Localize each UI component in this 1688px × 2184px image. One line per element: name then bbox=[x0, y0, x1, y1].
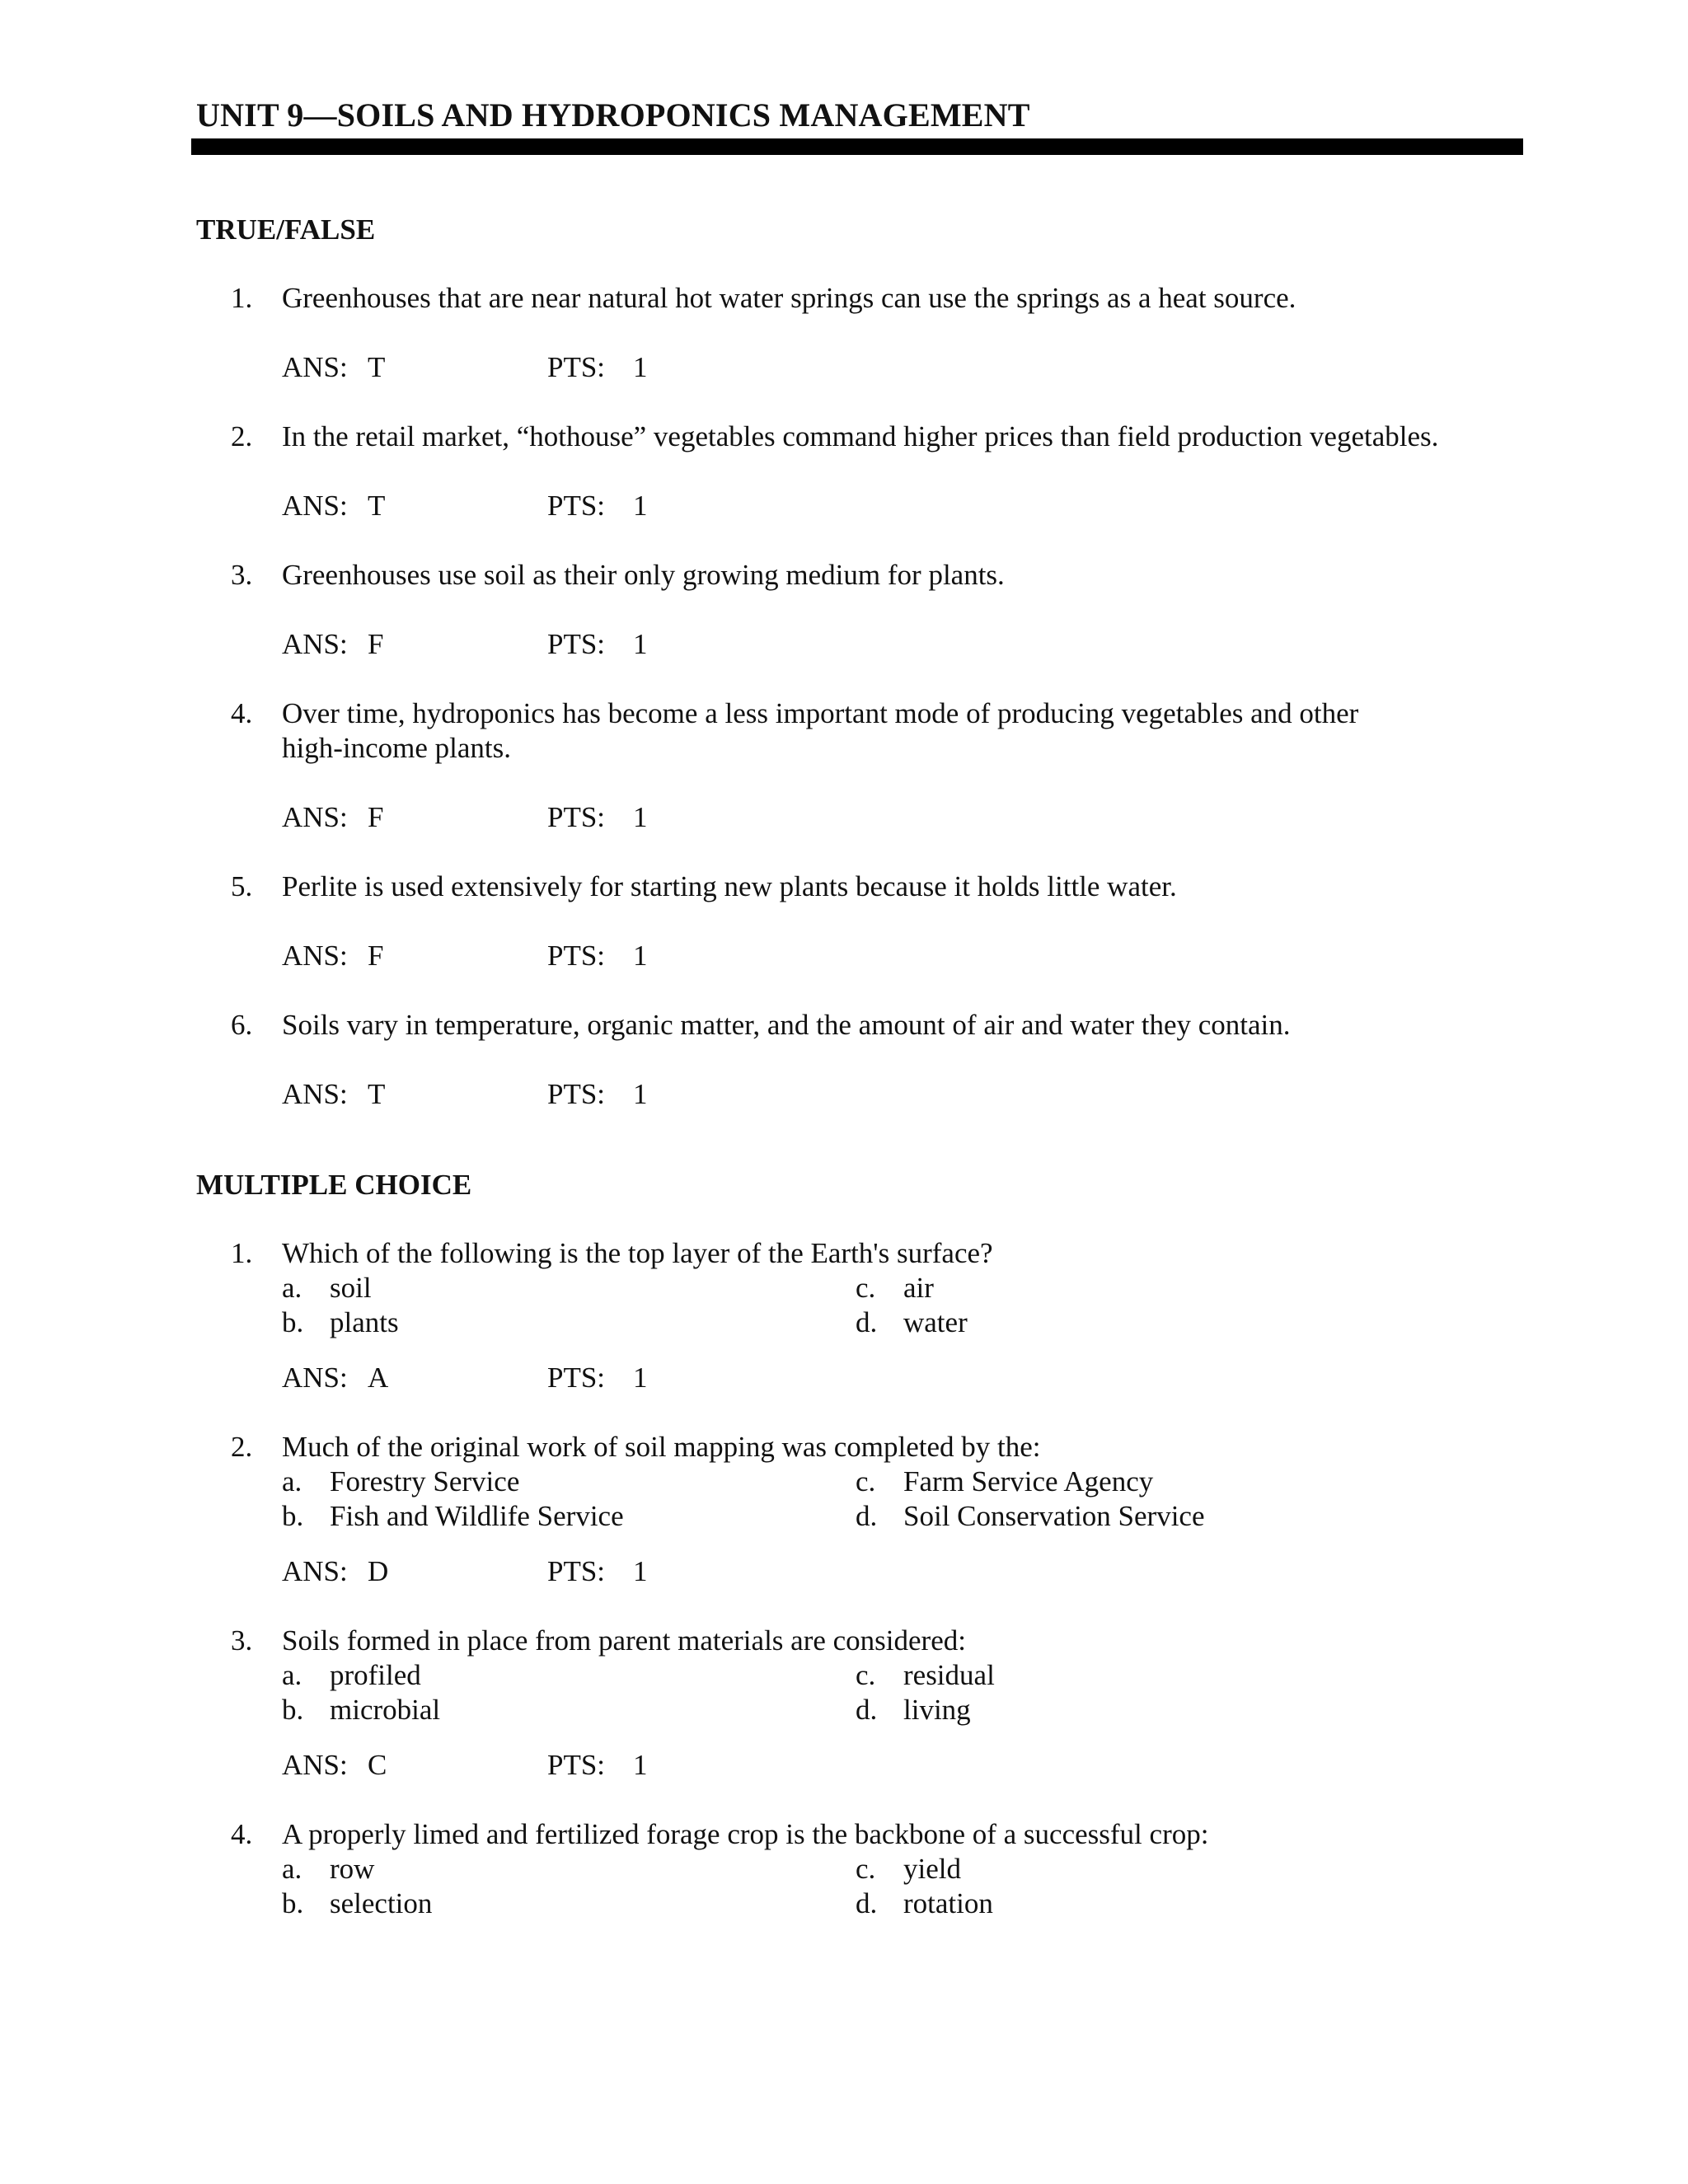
ans-value: F bbox=[368, 940, 384, 972]
option-text: plants bbox=[330, 1306, 399, 1338]
option-letter: c. bbox=[856, 1272, 876, 1304]
option-text: living bbox=[903, 1694, 971, 1726]
ans-value: C bbox=[368, 1749, 387, 1781]
pts-label: PTS: bbox=[547, 1749, 606, 1781]
option-text: rotation bbox=[903, 1887, 993, 1919]
option-text: profiled bbox=[330, 1659, 421, 1691]
option-text: microbial bbox=[330, 1694, 441, 1726]
pts-label: PTS: bbox=[547, 801, 606, 833]
pts-value: 1 bbox=[633, 1078, 648, 1110]
mc-option bbox=[856, 1693, 971, 1727]
pts-value: 1 bbox=[633, 940, 648, 972]
pts-label: PTS: bbox=[547, 351, 606, 383]
tf-question-text: Over time, hydroponics has become a less important mode of producing vegetables and other high-income plants. bbox=[282, 697, 1359, 764]
option-text: Fish and Wildlife Service bbox=[330, 1500, 624, 1532]
title-rule bbox=[191, 138, 1523, 155]
section-heading-true-false: TRUE/FALSE bbox=[196, 213, 376, 246]
mc-option bbox=[282, 1305, 399, 1340]
page-title: UNIT 9—SOILS AND HYDROPONICS MANAGEMENT bbox=[196, 96, 1030, 134]
ans-value: T bbox=[368, 490, 386, 522]
ans-label: ANS: bbox=[282, 1749, 348, 1781]
mc-option bbox=[856, 1499, 1205, 1534]
tf-question-text: Soils vary in temperature, organic matter, and the amount of air and water they contain. bbox=[282, 1009, 1291, 1041]
option-letter: a. bbox=[282, 1272, 302, 1304]
option-letter: c. bbox=[856, 1853, 876, 1885]
mc-question-text: A properly limed and fertilized forage crop is the backbone of a successful crop: bbox=[282, 1818, 1209, 1850]
option-text: residual bbox=[903, 1659, 995, 1691]
ans-value: F bbox=[368, 801, 384, 833]
tf-question-text: Greenhouses that are near natural hot water springs can use the springs as a heat source. bbox=[282, 282, 1296, 314]
pts-label: PTS: bbox=[547, 940, 606, 972]
ans-label: ANS: bbox=[282, 490, 348, 522]
pts-value: 1 bbox=[633, 801, 648, 833]
tf-question-text: In the retail market, “hothouse” vegetables command higher prices than field production vegetables. bbox=[282, 420, 1439, 452]
mc-option bbox=[856, 1271, 934, 1305]
pts-label: PTS: bbox=[547, 1361, 606, 1394]
tf-question-number: 4. bbox=[231, 697, 253, 729]
option-letter: c. bbox=[856, 1659, 876, 1691]
ans-label: ANS: bbox=[282, 801, 348, 833]
option-text: soil bbox=[330, 1272, 372, 1304]
mc-option bbox=[856, 1465, 1153, 1499]
mc-option bbox=[282, 1271, 372, 1305]
option-text: water bbox=[903, 1306, 968, 1338]
option-letter: d. bbox=[856, 1500, 878, 1532]
mc-question-text: Soils formed in place from parent materials are considered: bbox=[282, 1624, 966, 1657]
mc-option bbox=[282, 1658, 421, 1693]
pts-value: 1 bbox=[633, 628, 648, 660]
option-text: yield bbox=[903, 1853, 961, 1885]
ans-value: F bbox=[368, 628, 384, 660]
mc-option bbox=[856, 1658, 995, 1693]
ans-label: ANS: bbox=[282, 1555, 348, 1587]
option-text: Forestry Service bbox=[330, 1465, 520, 1497]
mc-question-text: Much of the original work of soil mapping was completed by the: bbox=[282, 1431, 1041, 1463]
option-letter: b. bbox=[282, 1694, 304, 1726]
option-letter: b. bbox=[282, 1887, 304, 1919]
pts-label: PTS: bbox=[547, 1555, 606, 1587]
ans-value: A bbox=[368, 1361, 389, 1394]
mc-option bbox=[856, 1852, 961, 1886]
option-letter: b. bbox=[282, 1500, 304, 1532]
tf-question-number: 5. bbox=[231, 870, 253, 902]
pts-value: 1 bbox=[633, 351, 648, 383]
ans-value: T bbox=[368, 1078, 386, 1110]
option-letter: d. bbox=[856, 1306, 878, 1338]
pts-value: 1 bbox=[633, 1749, 648, 1781]
mc-option bbox=[856, 1305, 968, 1340]
ans-label: ANS: bbox=[282, 628, 348, 660]
option-text: row bbox=[330, 1853, 375, 1885]
option-text: Farm Service Agency bbox=[903, 1465, 1154, 1497]
pts-label: PTS: bbox=[547, 1078, 606, 1110]
ans-label: ANS: bbox=[282, 351, 348, 383]
mc-question-number: 2. bbox=[231, 1431, 253, 1463]
mc-option bbox=[856, 1886, 993, 1921]
mc-option bbox=[282, 1852, 374, 1886]
ans-label: ANS: bbox=[282, 1361, 348, 1394]
option-letter: d. bbox=[856, 1887, 878, 1919]
tf-question-number: 3. bbox=[231, 559, 253, 591]
option-text: air bbox=[903, 1272, 934, 1304]
ans-value: D bbox=[368, 1555, 389, 1587]
option-text: selection bbox=[330, 1887, 433, 1919]
option-letter: a. bbox=[282, 1659, 302, 1691]
pts-label: PTS: bbox=[547, 628, 606, 660]
mc-question-number: 3. bbox=[231, 1624, 253, 1657]
mc-option bbox=[282, 1465, 519, 1499]
option-text: Soil Conservation Service bbox=[903, 1500, 1205, 1532]
ans-label: ANS: bbox=[282, 1078, 348, 1110]
ans-value: T bbox=[368, 351, 386, 383]
option-letter: c. bbox=[856, 1465, 876, 1497]
tf-question-number: 6. bbox=[231, 1009, 253, 1041]
mc-option bbox=[282, 1499, 624, 1534]
pts-value: 1 bbox=[633, 490, 648, 522]
tf-question-number: 1. bbox=[231, 282, 253, 314]
mc-question-number: 1. bbox=[231, 1237, 253, 1269]
ans-label: ANS: bbox=[282, 940, 348, 972]
pts-label: PTS: bbox=[547, 490, 606, 522]
option-letter: d. bbox=[856, 1694, 878, 1726]
pts-value: 1 bbox=[633, 1361, 648, 1394]
pts-value: 1 bbox=[633, 1555, 648, 1587]
option-letter: a. bbox=[282, 1465, 302, 1497]
tf-question-number: 2. bbox=[231, 420, 253, 452]
section-heading-multiple-choice: MULTIPLE CHOICE bbox=[196, 1169, 472, 1201]
option-letter: a. bbox=[282, 1853, 302, 1885]
tf-question-text: Greenhouses use soil as their only growing medium for plants. bbox=[282, 559, 1005, 591]
option-letter: b. bbox=[282, 1306, 304, 1338]
mc-option bbox=[282, 1886, 432, 1921]
tf-question-text: Perlite is used extensively for starting new plants because it holds little water. bbox=[282, 870, 1177, 902]
mc-question-number: 4. bbox=[231, 1818, 253, 1850]
mc-option bbox=[282, 1693, 440, 1727]
mc-question-text: Which of the following is the top layer of the Earth's surface? bbox=[282, 1237, 993, 1269]
